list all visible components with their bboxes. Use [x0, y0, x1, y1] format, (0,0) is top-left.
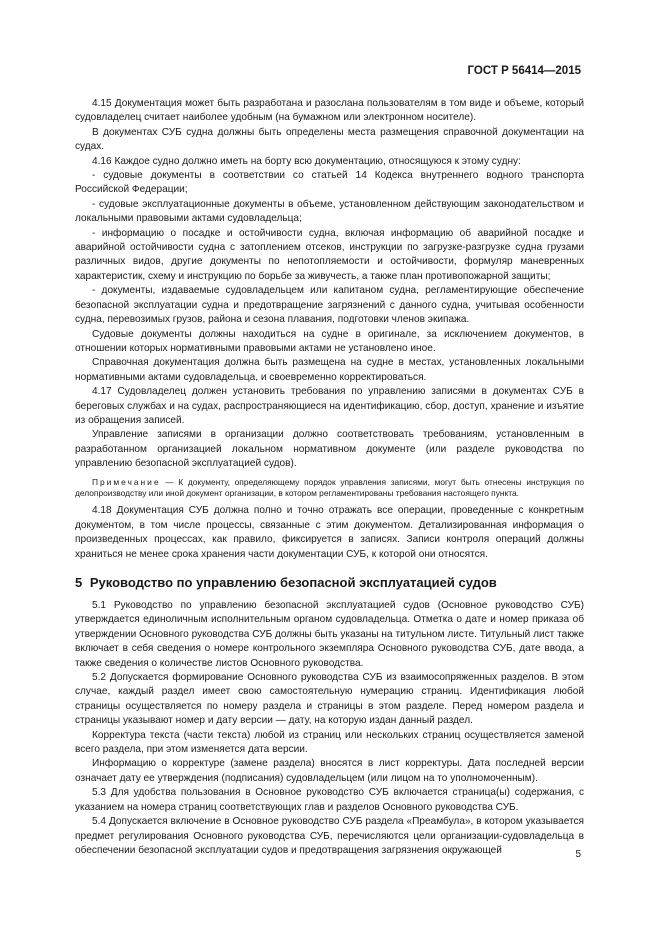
paragraph-4-15: 4.15 Документация может быть разработана и разослана пользователям в том виде и объеме, который судовладелец считает наиболее удобным (на бумажном или электронном носителе).: [75, 98, 584, 124]
paragraph-5-4: 5.4 Допускается включение в Основное руководство СУБ раздела «Преамбула», в котором указывается предмет регулирования Основного руководства СУБ, перечисляются цели организации-судовладельца в обеспечении безопасной эксплуатации судов и предотвращения загрязнения окружающей: [75, 816, 584, 856]
list-item: - судовые эксплуатационные документы в объеме, установленном действующим законодательством и локальными правовыми актами судовладельца;: [75, 198, 584, 225]
document-code: ГОСТ Р 56414—2015: [467, 65, 581, 77]
page-number: 5: [575, 849, 581, 860]
paragraph-5-3: 5.3 Для удобства пользования в Основное руководство СУБ включается страница(ы) содержания, с указанием на номера страниц соответствующих глав и разделов Основного руководства СУБ.: [75, 787, 584, 813]
section-title: Руководство по управлению безопасной эксплуатацией судов: [89, 575, 497, 590]
paragraph-4-17: 4.17 Судовладелец должен установить требования по управлению записями в документах СУБ в береговых службах и на судах, распространяющиеся на идентификацию, сбор, доступ, хранение и изъятие из обращения записей.: [75, 386, 584, 426]
list-item: - информацию о посадке и остойчивости судна, включая информацию об аварийной посадке и аварийной остойчивости судна с затоплением отсеков, инструкции по загрузке-разгрузке судна грузами различных видов, другие документы по непотопляемости и остойчивости, формуляр маневренных характеристик, схему и инструкцию по борьбе за живучесть, а также план противопожарной защиты;: [75, 227, 584, 282]
paragraph: Управление записями в организации должно соответствовать требованиям, установленным в разработанном организацией локальном нормативном документе (или разделе руководства по управлению безопасной эксплуатацией судов).: [75, 429, 584, 470]
section-number: 5: [75, 575, 83, 590]
paragraph-5-2: 5.2 Допускается формирование Основного руководства СУБ из взаимосопряженных разделов. В этом случае, каждый раздел имеет свою самостоятельную нумерацию страниц. Идентификация любой страницы осуществляется по номеру раздела и страницы в этом разделе. Перед номером раздела и страницы указывают номер и дату версии — дату, на которую издан данный раздел.: [75, 672, 584, 727]
paragraph: Информацию о корректуре (замене раздела) вносятся в лист корректуры. Дата последней версии означает дату ее утверждения (подписания) судовладельцем (или лицом на то уполномоченным).: [75, 758, 584, 784]
paragraph: Справочная документация должна быть размещена на судне в местах, установленных локальными нормативными актами судовладельца, и своевременно корректироваться.: [75, 357, 584, 383]
page-body: [75, 97, 584, 858]
paragraph: Корректура текста (части текста) любой из страниц или нескольких страниц осуществляется заменой всего раздела, при этом изменяется дата версии.: [75, 729, 584, 756]
paragraph-4-18: 4.18 Документация СУБ должна полно и точно отражать все операции, проведенные с конкретным документом, в том числе процессы, связанные с этим документом. Детализированная информация о произведенных процессах, как правило, фиксируется в записях. Записи контроля операций должны храниться не менее срока хранения части документации СУБ, к которой они относятся.: [75, 505, 584, 560]
list-item: - документы, издаваемые судовладельцем или капитаном судна, регламентирующие обеспечение безопасной эксплуатации судна и предотвращение загрязнений с данного судна, учитывая особенности судна, перевозимых грузов, района и сезона плавания, подготовки членов экипажа.: [75, 285, 584, 326]
paragraph: В документах СУБ судна должны быть определены места размещения справочной документации на судах.: [75, 126, 584, 153]
note-label: Примечание: [92, 476, 161, 487]
note-text: — К документу, определяющему порядок управления записями, могут быть отнесены инструкция по делопроизводству или иной документ организации, в котором регламентированы требования настоящего пункта.: [75, 476, 585, 498]
list-item: - судовые документы в соответствии со статьей 14 Кодекса внутреннего водного транспорта Российской Федерации;: [75, 170, 584, 196]
note: [75, 477, 584, 500]
paragraph: Судовые документы должны находиться на судне в оригинале, за исключением документов, в отношении которых нормативными правовыми актами не установлено иное.: [75, 328, 584, 354]
paragraph-4-16: 4.16 Каждое судно должно иметь на борту всю документацию, относящуюся к этому судну:: [92, 155, 521, 167]
paragraph-5-1: 5.1 Руководство по управлению безопасной эксплуатацией судов (Основное руководство СУБ) утверждается единоличным исполнительным органом судовладельца. Отметка о дате и номер приказа об утверждении Основного руководства СУБ должны быть указаны на титульном листе. Титульный лист также включает в себя сведения о номере контрольного экземпляра Основного руководства СУБ, дате ввода, а также сведения о количестве листов Основного руководства.: [75, 600, 584, 669]
section-heading: [75, 574, 584, 591]
